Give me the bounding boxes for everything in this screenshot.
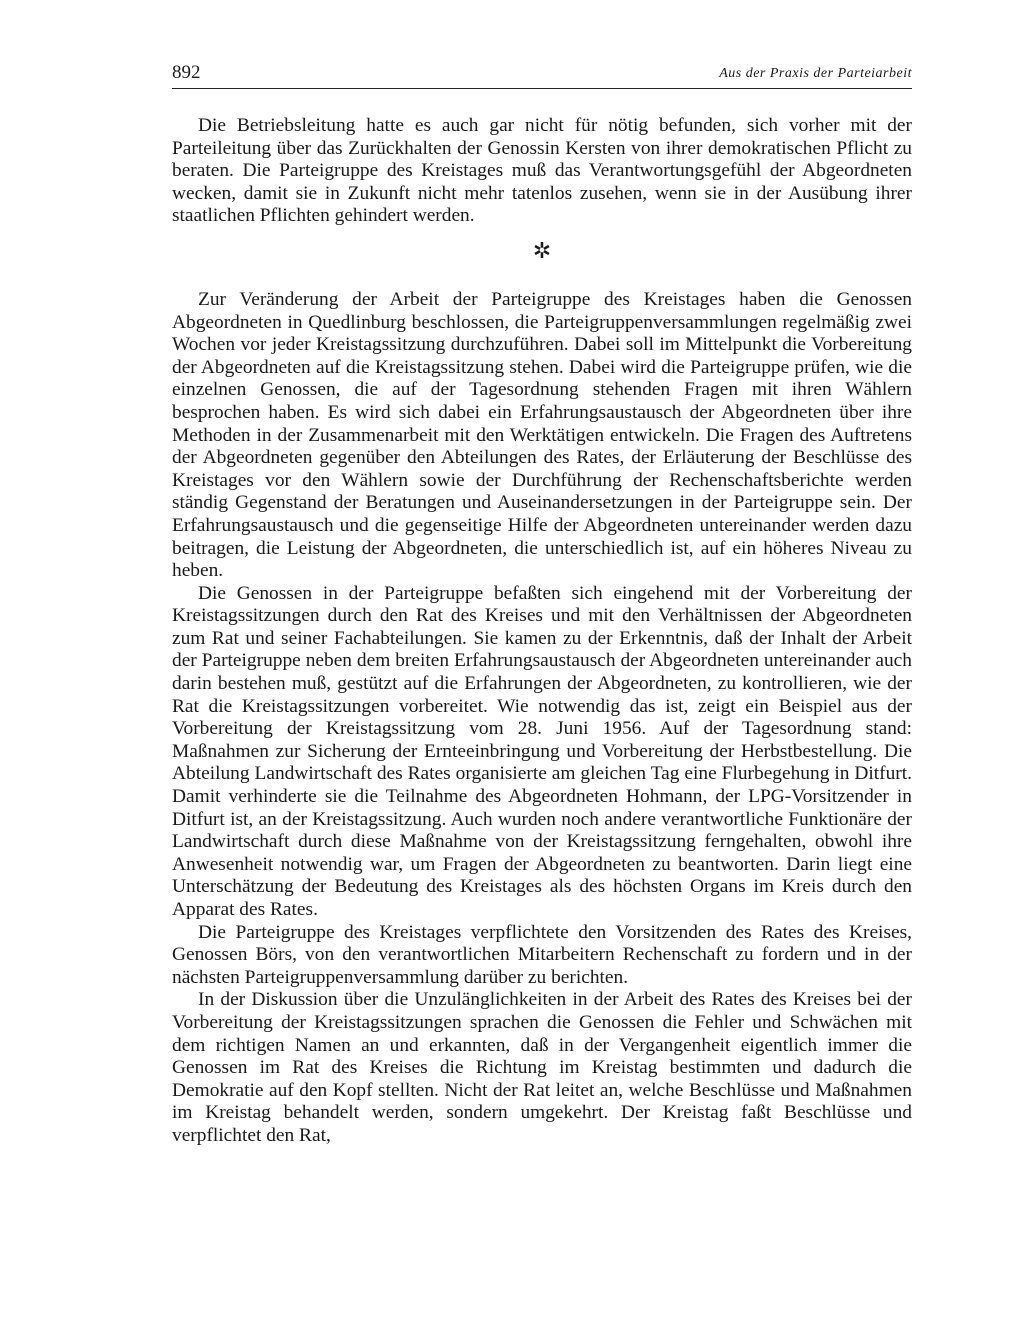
paragraph: Zur Veränderung der Arbeit der Parteigruppe des Kreistages haben die Genossen Abgeordneten in Quedlinburg beschlossen, die Parteigruppenversammlungen regelmäßig zwei Wochen vor jeder Kreistagssitzung durchzuführen. Dabei soll im Mittelpunkt die Vorbereitung der Abgeordneten auf die Kreistagssitzung stehen. Dabei wird die Parteigruppe prüfen, wie die einzelnen Genossen, die auf der Tagesordnung stehenden Fragen mit ihren Wählern besprochen haben. Es wird sich dabei ein Erfahrungsaustausch der Abgeordneten über ihre Methoden in der Zusammenarbeit mit den Werktätigen entwickeln. Die Fragen des Auftretens der Abgeordneten gegenüber den Abteilungen des Rates, der Erläuterung der Beschlüsse des Kreistages vor den Wählern sowie der Durchführung der Rechenschaftsberichte werden ständig Gegenstand der Beratungen und Auseinandersetzungen in der Parteigruppe sein. Der Erfahrungsaustausch und die gegenseitige Hilfe der Abgeordneten untereinander werden dazu beitragen, die Leistung der Abgeordneten, die unterschiedlich ist, auf ein höheres Niveau zu heben.: [172, 288, 912, 582]
paragraph: Die Betriebsleitung hatte es auch gar nicht für nötig befunden, sich vorher mit der Parteileitung über das Zurückhalten der Genossin Kersten von ihrer demokratischen Pflicht zu beraten. Die Parteigruppe des Kreistages muß das Verantwortungsgefühl der Abgeordneten wecken, damit sie in Zukunft nicht mehr tatenlos zusehen, wenn sie in der Ausübung ihrer staatlichen Pflichten gehindert werden.: [172, 115, 912, 227]
page-number: 892: [172, 62, 201, 83]
page-header: [172, 58, 912, 89]
section-separator-asterisk: ✲: [532, 238, 552, 264]
running-head: Aus der Praxis der Parteiarbeit: [719, 66, 912, 81]
paragraph: Die Parteigruppe des Kreistages verpflichtete den Vorsitzenden des Rates des Kreises, Genossen Börs, von den verantwortlichen Mitarbeitern Rechenschaft zu fordern und in der nächsten Parteigruppenversammlung darüber zu berichten.: [172, 921, 912, 988]
document-page: [172, 58, 912, 1318]
paragraph: In der Diskussion über die Unzulänglichkeiten in der Arbeit des Rates des Kreises bei der Vorbereitung der Kreistagssitzungen sprachen die Genossen die Fehler und Schwächen mit dem richtigen Namen an und erkannten, daß in der Vergangenheit eigentlich immer die Genossen im Rat des Kreises die Richtung im Kreistag bestimmten und dadurch die Demokratie auf den Kopf stellten. Nicht der Rat leitet an, welche Beschlüsse und Maßnahmen im Kreistag behandelt werden, sondern umgekehrt. Der Kreistag faßt Beschlüsse und verpflichtet den Rat,: [172, 989, 912, 1146]
body-text: [172, 115, 912, 1148]
paragraph: Die Genossen in der Parteigruppe befaßten sich eingehend mit der Vorbereitung der Kreistagssitzungen durch den Rat des Kreises und mit den Verhältnissen der Abgeordneten zum Rat und seiner Fachabteilungen. Sie kamen zu der Erkenntnis, daß der Inhalt der Arbeit der Parteigruppe neben dem breiten Erfahrungsaustausch der Abgeordneten untereinander auch darin bestehen muß, gestützt auf die Erfahrungen der Abgeordneten, zu kontrollieren, wie der Rat die Kreistagssitzungen vorbereitet. Wie notwendig das ist, zeigt ein Beispiel aus der Vorbereitung der Kreistagssitzung vom 28. Juni 1956. Auf der Tagesordnung stand: Maßnahmen zur Sicherung der Ernteeinbringung und Vorbereitung der Herbstbestellung. Die Abteilung Landwirtschaft des Rates organisierte am gleichen Tag eine Flurbegehung in Ditfurt. Damit verhinderte sie die Teilnahme des Abgeordneten Hohmann, der LPG-Vorsitzender in Ditfurt ist, an der Kreistagssitzung. Auch wurden noch andere verantwortliche Funktionäre der Landwirtschaft durch diese Maßnahme von der Kreistagssitzung ferngehalten, obwohl ihre Anwesenheit notwendig war, um Fragen der Abgeordneten zu beantworten. Darin liegt eine Unterschätzung der Bedeutung des Kreistages als des höchsten Organs im Kreis durch den Apparat des Rates.: [172, 582, 912, 920]
